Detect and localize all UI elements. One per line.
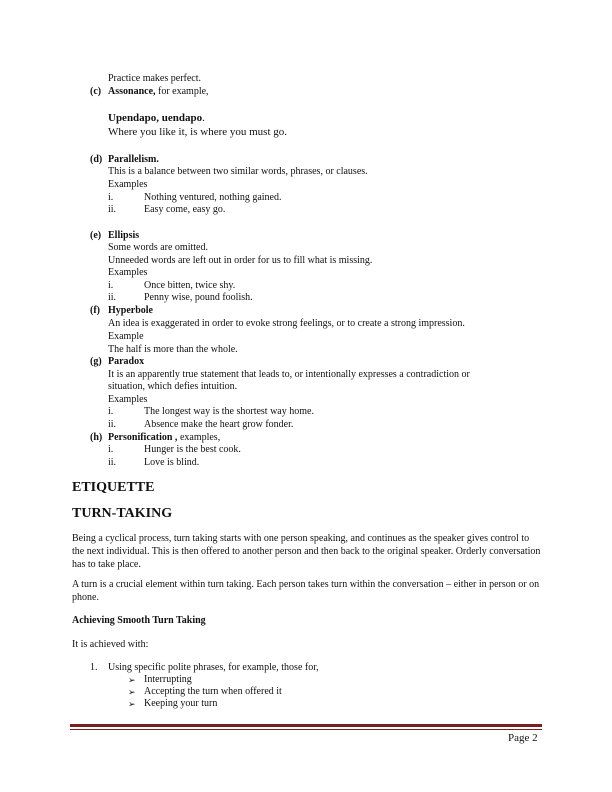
subheading-smooth-turn-taking: Achieving Smooth Turn Taking: [72, 615, 206, 626]
heading-turn-taking: TURN-TAKING: [72, 506, 173, 521]
item-c-example-bold: Upendapo, uendapo: [108, 112, 203, 124]
bullet-item: Keeping your turn: [144, 698, 218, 709]
item-g-title: Paradox: [108, 356, 145, 367]
item-c-suffix: for example,: [155, 86, 209, 97]
item-f-example-label: Example: [108, 331, 144, 342]
list-item-num: i.: [108, 192, 114, 203]
list-item-num: ii.: [108, 457, 117, 468]
item-h-label: (h): [90, 432, 103, 443]
item-f-label: (f): [90, 305, 100, 316]
list-item-num: i.: [108, 444, 114, 455]
list-item-text: Hunger is the best cook.: [144, 444, 241, 455]
item-h-heading: [108, 432, 220, 444]
list-item-num: 1.: [90, 662, 98, 673]
arrow-bullet-icon: ➢: [128, 675, 136, 685]
list-item-text: Nothing ventured, nothing gained.: [144, 192, 282, 203]
item-f-desc: An idea is exaggerated in order to evoke strong feelings, or to create a strong impression.: [108, 318, 465, 329]
list-item-text: Penny wise, pound foolish.: [144, 292, 253, 303]
item-c-translation: Where you like it, is where you must go.: [108, 126, 288, 138]
page-number: Page 2: [508, 732, 538, 744]
item-c-example: [108, 112, 205, 124]
item-e-desc2: Unneeded words are left out in order for us to fill what is missing.: [108, 255, 373, 266]
item-e-title: Ellipsis: [108, 230, 140, 241]
arrow-bullet-icon: ➢: [128, 699, 136, 709]
list-item-text: Easy come, easy go.: [144, 204, 226, 215]
item-e-label: (e): [90, 230, 102, 241]
item-d-desc: This is a balance between two similar words, phrases, or clauses.: [108, 166, 368, 177]
item-g-label: (g): [90, 356, 102, 367]
item-g-examples-label: Examples: [108, 394, 148, 405]
item-c-example-dot: .: [202, 112, 205, 124]
arrow-bullet-icon: ➢: [128, 687, 136, 697]
item-g-desc1: It is an apparently true statement that leads to, or intentionally expresses a contradiction or: [108, 369, 470, 380]
footer-rule-thick: [70, 724, 542, 727]
list-item-num: ii.: [108, 419, 117, 430]
list-item-num: i.: [108, 280, 114, 291]
list-item-num: i.: [108, 406, 114, 417]
item-f-title: Hyperbole: [108, 305, 153, 316]
list-item-num: ii.: [108, 292, 117, 303]
item-f-example: The half is more than the whole.: [108, 344, 238, 355]
item-e-desc1: Some words are omitted.: [108, 242, 208, 253]
footer-rule-thin: [70, 729, 542, 730]
list-item-text: Once bitten, twice shy.: [144, 280, 236, 291]
item-c-label: (c): [90, 86, 102, 97]
item-h-title: Personification ,: [108, 432, 178, 443]
item-h-suffix: examples,: [177, 432, 221, 443]
item-e-examples-label: Examples: [108, 267, 148, 278]
list-item-text: The longest way is the shortest way home.: [144, 406, 314, 417]
achieved-text: It is achieved with:: [72, 639, 149, 650]
list-item-text: Using specific polite phrases, for example, those for,: [108, 662, 319, 673]
item-d-title: Parallelism.: [108, 154, 159, 165]
item-c-heading: [108, 86, 209, 98]
list-item-text: Love is blind.: [144, 457, 200, 468]
list-item-text: Absence make the heart grow fonder.: [144, 419, 294, 430]
heading-etiquette: ETIQUETTE: [72, 480, 155, 495]
item-d-label: (d): [90, 154, 103, 165]
paragraph-turn-taking: Being a cyclical process, turn taking starts with one person speaking, and continues as the speaker gives control to the next individual. This is then offered to another person and then back to the original speaker. Orderly conversation has to take place.: [72, 533, 541, 570]
practice-line: Practice makes perfect.: [108, 73, 202, 84]
bullet-item: Interrupting: [144, 674, 192, 685]
item-c-title: Assonance,: [108, 86, 156, 97]
paragraph-turn: A turn is a crucial element within turn taking. Each person takes turn within the conversation – either in person or on phone.: [72, 579, 540, 603]
item-g-desc2: situation, which defies intuition.: [108, 381, 238, 392]
bullet-item: Accepting the turn when offered it: [144, 686, 282, 697]
list-item-num: ii.: [108, 204, 117, 215]
item-d-examples-label: Examples: [108, 179, 148, 190]
